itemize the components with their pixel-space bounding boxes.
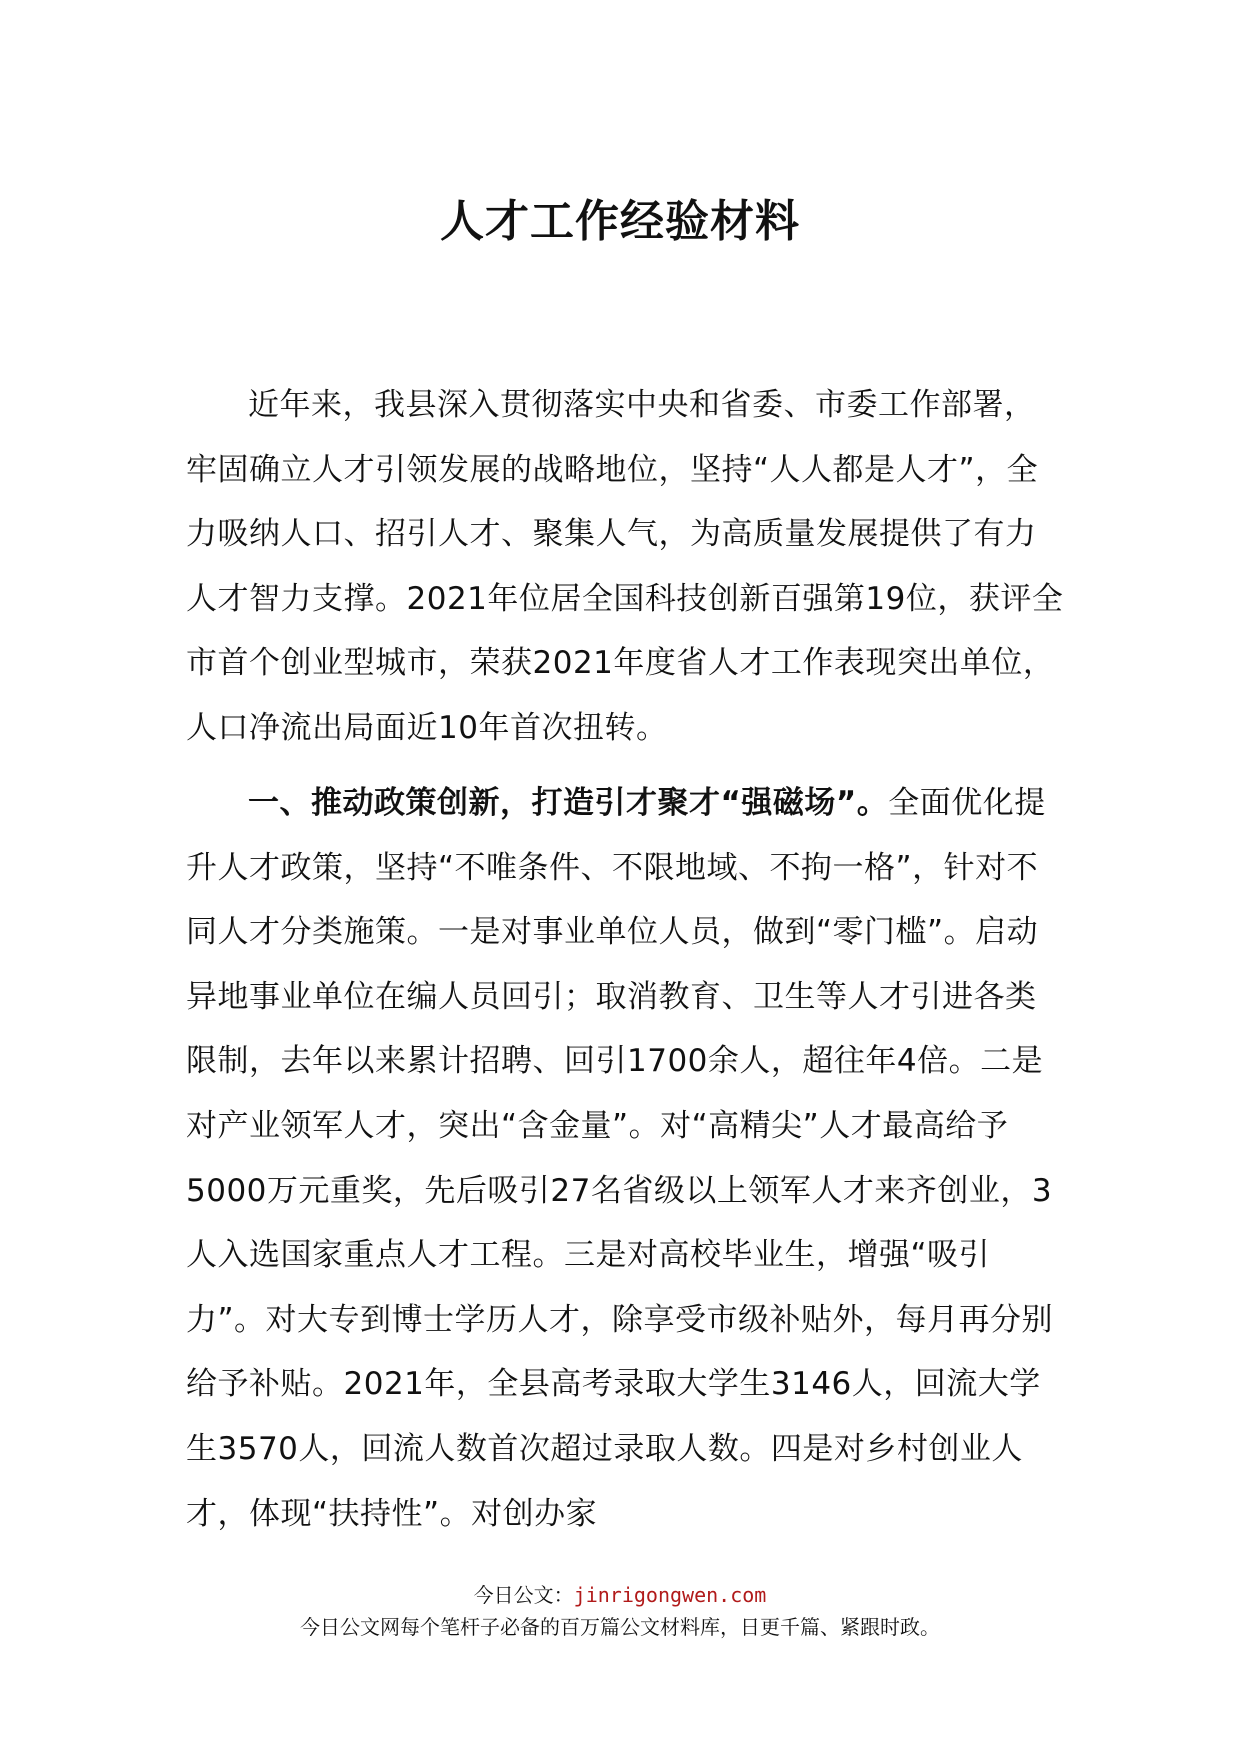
footer-label: 今日公文： [473, 1583, 574, 1607]
paragraph-section-one [186, 771, 1066, 1546]
footer-url-link[interactable]: jinrigongwen.com [573, 1583, 767, 1607]
page-title: 人才工作经验材料 [440, 196, 800, 247]
section-heading: 一、推动政策创新，打造引才聚才“强磁场”。 [248, 785, 889, 821]
footer-slogan: 今日公文网每个笔杆子必备的百万篇公文材料库，日更千篇、紧跟时政。 [300, 1615, 940, 1639]
section-body: 全面优化提升人才政策，坚持“不唯条件、不限地域、不拘一格”，针对不同人才分类施策。一是对事业单位人员，做到“零门槛”。启动异地事业单位在编人员回引；取消教育、卫生等人才引进各类限制，去年以来累计招聘、回引1700余人，超往年4倍。二是对产业领军人才，突出“含金量”。对“高精尖”人才最高给予5000万元重奖，先后吸引27名省级以上领军人才来齐创业，3人入选国家重点人才工程。三是对高校毕业生，增强“吸引力”。对大专到博士学历人才，除享受市级补贴外，每月再分别给予补贴。2021年，全县高考录取大学生3146人，回流大学生3570人，回流人数首次超过录取人数。四是对乡村创业人才，体现“扶持性”。对创办家 [186, 785, 1054, 1532]
paragraph-intro: 近年来，我县深入贯彻落实中央和省委、市委工作部署，牢固确立人才引领发展的战略地位，坚持“人人都是人才”，全力吸纳人口、招引人才、聚集人气，为高质量发展提供了有力人才智力支撑。2021年位居全国科技创新百强第19位，获评全市首个创业型城市，荣获2021年度省人才工作表现突出单位，人口净流出局面近10年首次扭转。 [186, 387, 1064, 746]
footer-source [0, 1580, 1240, 1610]
